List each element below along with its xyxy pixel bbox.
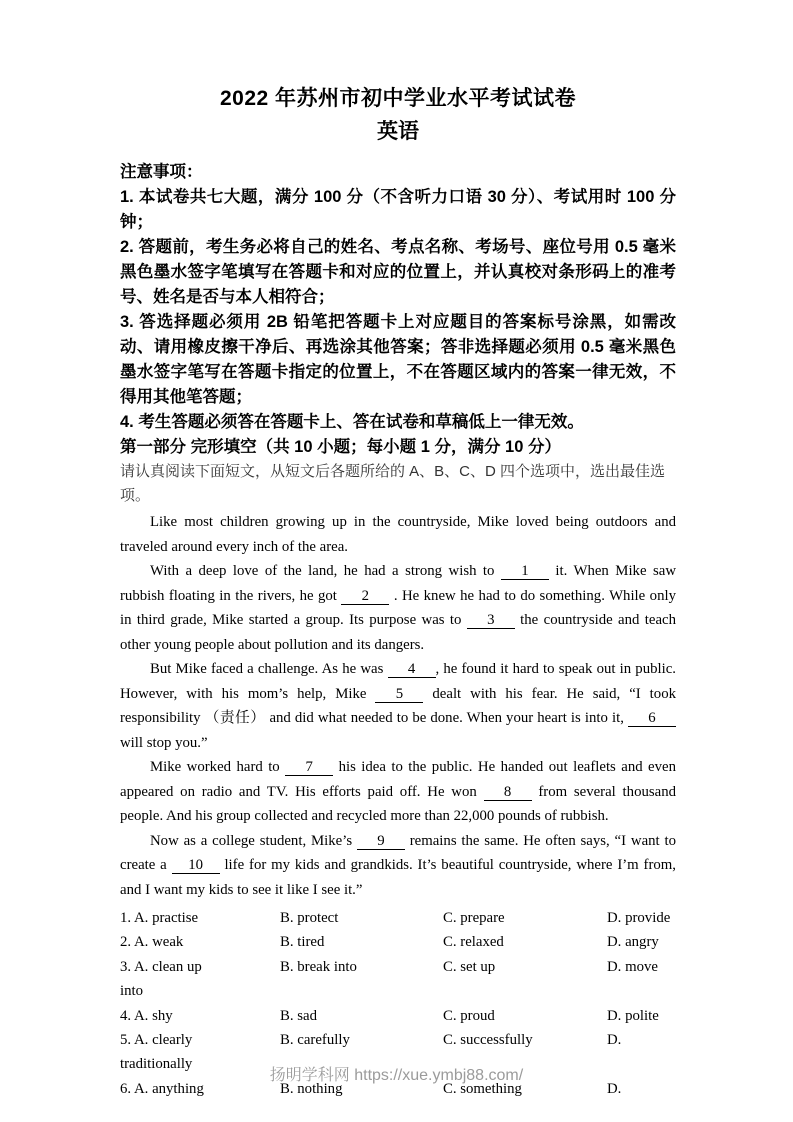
question-option-b: B. tired xyxy=(280,934,325,951)
cloze-blank: 2 xyxy=(341,589,389,605)
question-option-b: B. break into xyxy=(280,958,357,975)
cloze-blank: 7 xyxy=(285,760,333,776)
cloze-blank: 4 xyxy=(388,662,436,678)
question-option-a: 6. A. anything xyxy=(120,1080,204,1097)
question-option-d: D. polite xyxy=(607,1007,659,1024)
notice-item: 3. 答选择题必须用 2B 铅笔把答题卡上对应题目的答案标号涂黑，如需改动、请用橡皮擦干净后、再选涂其他答案；答非选择题必须用 0.5 毫米黑色墨水签字笔写在答题卡指定的位置上，不在答题区域内的答案一律无效，不得用其他笔答题； xyxy=(120,313,676,406)
page-title: 2022 年苏州市初中学业水平考试试卷 xyxy=(219,87,577,110)
cloze-blank: 10 xyxy=(172,858,220,874)
passage-paragraph: With a deep love of the land, he had a strong wish to 1 it. When Mike saw rubbish floating in the rivers, he got 2 . He knew he had to do something. While only in third grade, Mike started a group. Its purpose was to 3 the countryside and teach other young people about pollution and its dangers. xyxy=(120,563,677,653)
question-option-d: D. angry xyxy=(607,934,659,951)
section-one-heading: 第一部分 完形填空（共 10 小题；每小题 1 分，满分 10 分） xyxy=(120,438,561,456)
question-option-c: C. prepare xyxy=(443,910,505,926)
question-row xyxy=(120,1028,676,1052)
question-row xyxy=(120,930,676,954)
question-option-c: C. successfully xyxy=(443,1032,533,1049)
question-option-d-overflow: traditionally xyxy=(120,1056,193,1073)
passage-paragraph: Now as a college student, Mike’s 9 remains the same. He often says, “I want to create a 10 life for my kids and grandkids. It’s beautiful countryside, where I’m from, and I want my kids to see it like I see it.” xyxy=(120,832,677,898)
question-option-a: 1. A. practise xyxy=(120,910,199,926)
passage xyxy=(120,510,676,902)
cloze-blank: 1 xyxy=(501,564,549,580)
watermark-footer: 扬明学科网 https://xue.ymbj88.com/ xyxy=(269,1067,524,1084)
cloze-blank: 5 xyxy=(375,687,423,703)
notice-item: 4. 考生答题必须答在答题卡上、答在试卷和草稿低上一律无效。 xyxy=(120,413,584,431)
cloze-blank: 3 xyxy=(467,613,515,629)
question-option-c: C. proud xyxy=(443,1007,495,1024)
question-option-c: C. something xyxy=(443,1080,522,1097)
notice-heading: 注意事项： xyxy=(120,163,203,181)
question-option-d-overflow: into xyxy=(120,983,144,1000)
question-option-a: 4. A. shy xyxy=(120,1007,173,1024)
notice-list xyxy=(120,185,676,435)
question-option-b: B. nothing xyxy=(280,1080,343,1097)
question-option-d: D. xyxy=(607,1032,622,1049)
question-row xyxy=(120,1004,676,1028)
notice-item: 2. 答题前，考生务必将自己的姓名、考点名称、考场号、座位号用 0.5 毫米黑色墨水签字笔填写在答题卡和对应的位置上，并认真校对条形码上的准考号、姓名是否与本人相符合； xyxy=(120,238,676,306)
question-option-d: D. move xyxy=(607,958,658,975)
question-option-a: 2. A. weak xyxy=(120,934,184,951)
notice-item: 1. 本试卷共七大题，满分 100 分（不含听力口语 30 分）、考试用时 100 分钟； xyxy=(120,188,676,231)
passage-paragraph: But Mike faced a challenge. As he was 4 , he found it hard to speak out in public. However, with his mom’s help, Mike 5 dealt with his fear. He said, “I took responsibility （责任） and did what needed to be done. When your heart is into it, 6 will stop you.” xyxy=(120,661,676,751)
question-option-c: C. relaxed xyxy=(443,934,504,951)
question-option-d: D. xyxy=(607,1080,622,1097)
question-option-c: C. set up xyxy=(443,958,496,975)
question-option-b: B. sad xyxy=(280,1007,317,1024)
passage-paragraph: Like most children growing up in the countryside, Mike loved being outdoors and traveled around every inch of the area. xyxy=(120,514,676,555)
question-row xyxy=(120,906,676,930)
question-option-a: 3. A. clean up xyxy=(120,958,202,975)
question-option-b: B. protect xyxy=(280,910,339,926)
question-option-d: D. provide xyxy=(607,910,671,926)
question-row xyxy=(120,955,676,979)
question-option-a: 5. A. clearly xyxy=(120,1032,193,1049)
passage-paragraph: Mike worked hard to 7 his idea to the public. He handed out leaflets and even appeared on radio and TV. His efforts paid off. He won 8 from several thousand people. And his group collected and recycled more than 22,000 pounds of rubbish. xyxy=(120,759,676,824)
section-one-instruction: 请认真阅读下面短文，从短文后各题所给的 A、B、C、D 四个选项中，选出最佳选项。 xyxy=(120,463,666,504)
page-subtitle: 英语 xyxy=(377,120,419,143)
cloze-blank: 8 xyxy=(484,785,532,801)
cloze-blank: 9 xyxy=(357,834,405,850)
cloze-blank: 6 xyxy=(628,711,676,727)
question-option-b: B. carefully xyxy=(280,1032,350,1049)
